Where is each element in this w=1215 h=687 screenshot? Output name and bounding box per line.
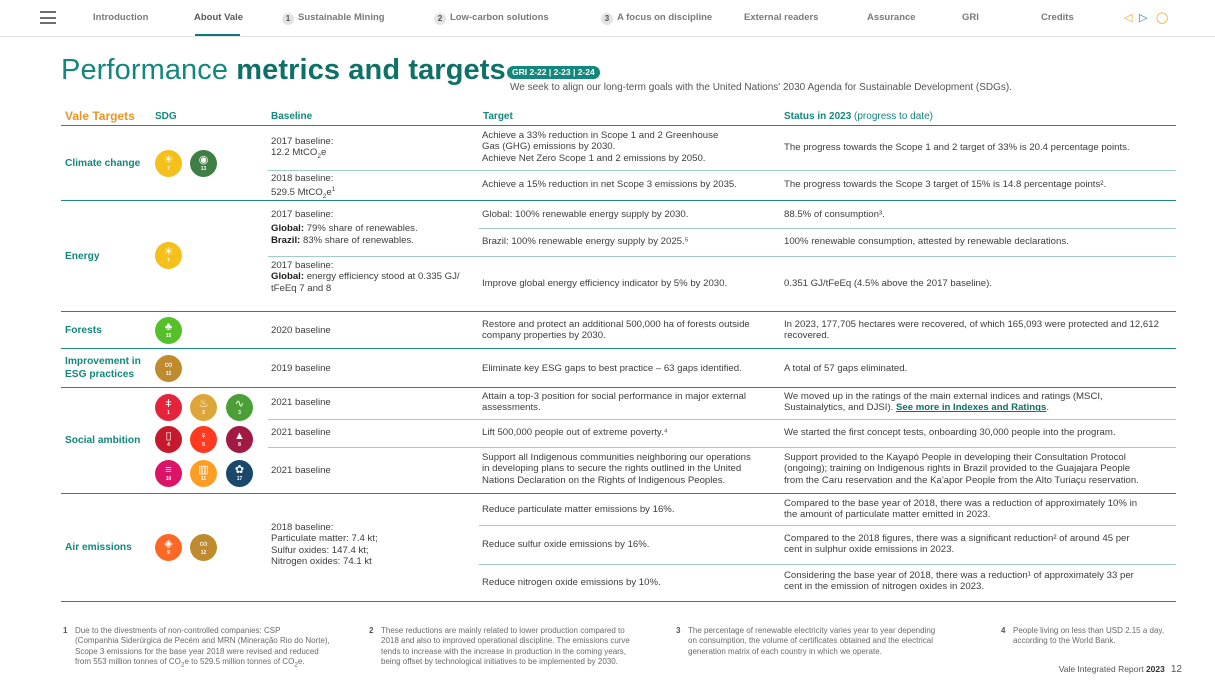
- table-bottom-rule: [61, 601, 1176, 602]
- footnote-line: (Companhia Siderúrgica de Pecém and MRN (Mineração Rio do Norte),: [75, 636, 330, 646]
- sdg-glyph: ▲: [234, 430, 245, 442]
- cell-key: Global:: [271, 223, 305, 235]
- sdg-glyph: ◈: [164, 538, 173, 550]
- cell-line: Considering the base year of 2018, there was a reduction¹ of approximately 33 per: [784, 570, 1134, 581]
- row-divider: [479, 228, 1176, 229]
- page-number: 12: [1170, 664, 1182, 675]
- sdg-2-icon: [190, 394, 217, 421]
- category-energy: Energy: [65, 251, 100, 262]
- target-cell: Reduce nitrogen oxide emissions by 10%.: [482, 577, 661, 588]
- cell-line: recovered.: [784, 330, 830, 342]
- nav-label: Low-carbon solutions: [450, 12, 549, 23]
- sdg-glyph: ▯: [165, 430, 172, 442]
- cell-line: [784, 402, 1103, 413]
- cell-line: [271, 184, 335, 203]
- cell-key: Brazil:: [271, 234, 301, 246]
- row-divider: [479, 525, 1176, 526]
- footnote-line: tends to increase with the increase in production in the coming years,: [381, 646, 627, 656]
- baseline-cell: 2021 baseline: [271, 397, 331, 408]
- cell-line: Restore and protect an additional 500,000 ha of forests outside: [482, 319, 750, 330]
- cell-line: [271, 235, 418, 246]
- subscript: 2: [317, 153, 322, 161]
- baseline-cell: [271, 260, 460, 294]
- cell-line: Support all Indigenous communities neighboring our operations: [482, 452, 751, 463]
- nav-label: About Vale: [194, 12, 244, 23]
- subscript: 2: [322, 193, 327, 201]
- nav-sustainable-mining[interactable]: [282, 12, 385, 25]
- sdg-number: 10: [165, 476, 172, 482]
- cell-text: e: [321, 147, 327, 159]
- sdg-number: 15: [165, 333, 172, 339]
- cell-text: energy efficiency stood at 0.335 GJ/: [304, 271, 460, 283]
- target-cell: [482, 319, 750, 342]
- target-cell: [482, 391, 746, 414]
- sdg-number: 3: [238, 410, 241, 416]
- nav-label: GRI: [962, 12, 979, 23]
- target-cell: Global: 100% renewable energy supply by 2030.: [482, 209, 689, 220]
- superscript: 1: [331, 186, 336, 194]
- cell-key: Global:: [271, 271, 305, 283]
- section-rule: [61, 348, 1176, 349]
- sdg-number: 12: [200, 550, 207, 556]
- cell-text: Sustainalytics, and DJSI).: [784, 402, 896, 414]
- sdg-number: 8: [238, 442, 241, 448]
- footnote-4: [1001, 626, 1165, 647]
- row-divider: [268, 419, 1176, 420]
- sdg-glyph: ∿: [234, 398, 245, 410]
- sdg-glyph: ≡: [165, 464, 172, 476]
- nav-number-badge: 1: [282, 13, 294, 25]
- footnote-line: according to the World Bank.: [1013, 636, 1116, 646]
- column-header-sdg: SDG: [155, 111, 177, 122]
- sdg-glyph: ◉: [198, 154, 209, 166]
- baseline-cell: 2021 baseline: [271, 427, 331, 438]
- indexes-ratings-link[interactable]: See more in Indexes and Ratings: [895, 402, 1047, 414]
- status-cell: [784, 533, 1130, 556]
- sdg-number: 2: [202, 410, 205, 416]
- section-rule: [61, 311, 1176, 312]
- nav-label: Assurance: [867, 12, 916, 23]
- title-light: Performance: [61, 54, 237, 86]
- sdg-12-air-icon: [190, 534, 217, 561]
- cell-line: Support provided to the Kayapó People in developing their Consultation Protocol: [784, 452, 1126, 463]
- baseline-cell: 2020 baseline: [271, 325, 331, 336]
- report-footer: [1059, 664, 1182, 675]
- cell-line: the amount of particulate matter emitted in 2023.: [784, 509, 991, 521]
- sdg-7-energy-icon: [155, 242, 182, 269]
- header-rule: [61, 125, 1176, 126]
- sdg-glyph: ✿: [234, 464, 245, 476]
- nav-external-readers[interactable]: [744, 12, 818, 23]
- cell-text: e: [326, 187, 332, 199]
- category-line: ESG practices: [65, 368, 135, 380]
- cell-line: tFeEq 7 and 8: [271, 282, 332, 294]
- status-cell: [784, 319, 1159, 342]
- nav-label: A focus on discipline: [617, 12, 713, 23]
- cell-line: in developing plans to secure the rights outlined in the United: [482, 463, 742, 475]
- footnote-number: 4: [1001, 626, 1006, 635]
- nav-label: Credits: [1041, 12, 1074, 23]
- footnote-3: [676, 626, 936, 657]
- cell-text: 83% share of renewables.: [300, 234, 414, 246]
- category-forests: Forests: [65, 325, 102, 336]
- sdg-number: 11: [200, 476, 207, 482]
- cell-line: Attain a top-3 position for social performance in major external: [482, 391, 746, 402]
- nav-gri[interactable]: [962, 12, 979, 23]
- footnote-number: 2: [369, 626, 374, 635]
- cell-line: [271, 223, 418, 234]
- column-header-target: Target: [483, 111, 513, 122]
- subscript: 2: [180, 661, 185, 669]
- row-divider: [479, 564, 1176, 565]
- sdg-glyph: ☀: [163, 154, 174, 166]
- target-cell: [482, 452, 751, 486]
- nav-number-badge: 2: [434, 13, 446, 25]
- status-cell: [784, 391, 1103, 414]
- cell-line: from the Caru reservation and the Ka'apor People from the Alto Turiaçu reservation.: [784, 474, 1139, 486]
- footnote-number: 1: [63, 626, 68, 635]
- sdg-glyph: ☀: [163, 246, 174, 258]
- category-esg-practices: [65, 356, 141, 381]
- footnote-number: 3: [676, 626, 681, 635]
- status-cell: 88.5% of consumption³.: [784, 209, 885, 220]
- sdg-number: 7: [167, 166, 170, 172]
- footnote-line: The percentage of renewable electricity varies year to year depending: [688, 626, 936, 635]
- section-rule: [61, 387, 1176, 388]
- nav-low-carbon-solutions[interactable]: [434, 12, 549, 25]
- row-divider: [268, 447, 1176, 448]
- sdg-15-icon: [155, 317, 182, 344]
- footnote-line: being offset by technological initiatives to be implemented by 2030.: [381, 656, 618, 666]
- status-cell: The progress towards the Scope 1 and 2 target of 33% is 20.4 percentage points.: [784, 142, 1130, 153]
- cell-line: cent in the emission of nitrogen oxides in 2023.: [784, 581, 984, 593]
- status-cell: A total of 57 gaps eliminated.: [784, 363, 908, 374]
- cell-line: company properties by 2030.: [482, 330, 606, 342]
- cell-line: (ongoing); training on Indigenous rights in Brazil provided to the Guajajara People: [784, 463, 1131, 475]
- target-cell: Reduce particulate matter emissions by 16%.: [482, 504, 675, 515]
- nav-introduction[interactable]: [93, 12, 148, 23]
- header-status-sub: (progress to date): [851, 111, 933, 122]
- sdg-number: 5: [202, 442, 205, 448]
- nav-focus-on-discipline[interactable]: [601, 12, 712, 25]
- header-targets: Targets: [89, 109, 135, 123]
- nav-credits[interactable]: [1041, 12, 1074, 23]
- cell-line: Particulate matter: 7.4 kt;: [271, 533, 378, 545]
- section-rule: [61, 200, 1176, 201]
- baseline-cell: [271, 209, 418, 246]
- footnote-line: generation matrix of each country in which we operate.: [688, 646, 882, 656]
- sdg-8-icon: [226, 426, 253, 453]
- target-cell: Improve global energy efficiency indicator by 5% by 2030.: [482, 278, 728, 289]
- target-cell: Eliminate key ESG gaps to best practice – 63 gaps identified.: [482, 363, 742, 374]
- sdg-number: 9: [167, 550, 170, 556]
- home-icon[interactable]: ◯: [1156, 12, 1169, 24]
- header-status: Status in 2023: [784, 111, 852, 122]
- sdg-glyph: ▥: [198, 464, 209, 476]
- column-header-baseline: Baseline: [271, 111, 313, 122]
- target-cell: [482, 130, 718, 164]
- cell-line: [271, 147, 333, 162]
- target-cell: Lift 500,000 people out of extreme poverty.⁴: [482, 427, 668, 438]
- sdg-10-icon: [155, 460, 182, 487]
- row-divider: [268, 170, 1176, 171]
- footnote-line: 2018 and also to improved operational discipline. The emissions curve: [381, 636, 630, 646]
- footnote-line: People living on less than USD 2.15 a day,: [1013, 626, 1165, 635]
- page-subtitle: We seek to align our long-term goals with the United Nations' 2030 Agenda for Sustainable Development (SDGs).: [510, 82, 1012, 93]
- baseline-cell: 2019 baseline: [271, 363, 331, 374]
- cell-line: Achieve Net Zero Scope 1 and 2 emissions by 2050.: [482, 152, 706, 164]
- nav-about-vale[interactable]: [194, 12, 243, 23]
- cell-line: 2017 baseline:: [271, 136, 334, 147]
- sdg-11-icon: [190, 460, 217, 487]
- sdg-13-icon: [190, 150, 217, 177]
- baseline-cell: 2021 baseline: [271, 465, 331, 476]
- cell-text: 79% share of renewables.: [304, 223, 418, 235]
- subscript: 2: [294, 661, 298, 669]
- category-climate-change: Climate change: [65, 158, 141, 169]
- sdg-number: 17: [236, 476, 243, 482]
- gri-badge: GRI 2-22 | 2-23 | 2-24: [507, 66, 600, 79]
- sdg-7-icon: [155, 150, 182, 177]
- sdg-5-icon: [190, 426, 217, 453]
- cell-line: cent in sulphur oxide emissions in 2023.: [784, 544, 955, 556]
- footnote-text: e.: [297, 656, 305, 666]
- cell-line: Achieve a 33% reduction in Scope 1 and 2 Greenhouse: [482, 130, 719, 141]
- sdg-number: 12: [165, 371, 172, 377]
- sdg-number: 1: [167, 410, 170, 416]
- footnote-1: [63, 626, 330, 671]
- row-divider: [268, 256, 1176, 257]
- sdg-17-icon: [226, 460, 253, 487]
- cell-line: Nations Declaration on the Rights of Indigenous Peoples.: [482, 474, 726, 486]
- column-header-status: [784, 111, 933, 122]
- target-cell: Reduce sulfur oxide emissions by 16%.: [482, 539, 650, 550]
- status-cell: The progress towards the Scope 3 target of 15% is 14.8 percentage points².: [784, 179, 1107, 190]
- footnote-line: Due to the divestments of non-controlled companies: CSP: [75, 626, 281, 635]
- baseline-cell: [271, 522, 378, 568]
- status-cell: 100% renewable consumption, attested by renewable declarations.: [784, 236, 1069, 247]
- footnote-line: These reductions are mainly related to lower production compared to: [381, 626, 625, 635]
- cell-line: Compared to the base year of 2018, there was a reduction of approximately 10% in: [784, 498, 1138, 509]
- nav-number-badge: 3: [601, 13, 613, 25]
- baseline-cell: [271, 136, 333, 163]
- sdg-12-icon: [155, 355, 182, 382]
- footnote-line: [75, 657, 330, 671]
- cell-line: Compared to the 2018 figures, there was a significant reduction² of around 45 per: [784, 533, 1130, 544]
- baseline-cell: [271, 173, 335, 203]
- report-year: 2023: [1145, 664, 1165, 674]
- page-title: [61, 54, 506, 87]
- status-cell: [784, 498, 1137, 521]
- sdg-glyph: ∞: [164, 359, 173, 371]
- column-header-vale-targets: [65, 109, 135, 123]
- cell-line: Nitrogen oxides: 74.1 kt: [271, 556, 372, 568]
- sdg-number: 7: [167, 258, 170, 264]
- cell-line: Sulfur oxides: 147.4 kt;: [271, 544, 369, 556]
- header-vale: Vale: [65, 109, 90, 123]
- sdg-9-icon: [155, 534, 182, 561]
- hamburger-menu-icon[interactable]: [40, 11, 56, 24]
- sdg-number: 13: [200, 166, 207, 172]
- status-cell: We started the first concept tests, onboarding 30,000 people into the program.: [784, 427, 1116, 438]
- sdg-number: 4: [167, 442, 170, 448]
- sdg-glyph: ♀: [199, 430, 208, 442]
- nav-assurance[interactable]: [867, 12, 916, 23]
- cell-line: We moved up in the ratings of the main external indices and ratings (MSCI,: [784, 391, 1103, 402]
- cell-line: assessments.: [482, 402, 541, 414]
- status-cell: 0.351 GJ/tFeEq (4.5% above the 2017 baseline).: [784, 278, 992, 289]
- status-cell: [784, 452, 1139, 486]
- footnote-line: Scope 3 emissions for the base year 2018 were revised and reduced: [75, 646, 319, 656]
- cell-line: 2018 baseline:: [271, 522, 334, 533]
- top-navigation: [0, 0, 1215, 37]
- target-cell: Achieve a 15% reduction in net Scope 3 emissions by 2035.: [482, 179, 737, 190]
- nav-label: Introduction: [93, 12, 149, 23]
- footnote-text: e to 529.5 million tonnes of CO: [184, 656, 295, 666]
- sdg-glyph: ǂ: [165, 398, 172, 410]
- sdg-4-icon: [155, 426, 182, 453]
- target-cell: Brazil: 100% renewable energy supply by 2025.⁵: [482, 236, 689, 247]
- nav-label: External readers: [744, 12, 819, 23]
- category-line: Improvement in: [65, 356, 141, 367]
- nav-label: Sustainable Mining: [298, 12, 385, 23]
- sdg-1-icon: [155, 394, 182, 421]
- previous-page-icon[interactable]: ◁: [1124, 12, 1133, 24]
- cell-line: In 2023, 177,705 hectares were recovered, of which 165,093 were protected and 12,612: [784, 319, 1159, 330]
- cell-line: [271, 271, 460, 282]
- footnote-line: on consumption, the volume of certificates obtained and the electrical: [688, 636, 934, 646]
- report-name: Vale Integrated Report: [1058, 664, 1146, 674]
- cell-line: Gas (GHG) emissions by 2030.: [482, 141, 616, 153]
- cell-text: 529.5 MtCO: [271, 187, 323, 199]
- cell-line: 2018 baseline:: [271, 173, 334, 184]
- category-air-emissions: Air emissions: [65, 542, 132, 553]
- cell-line: 2017 baseline:: [271, 260, 334, 271]
- category-social-ambition: Social ambition: [65, 435, 141, 446]
- title-bold: metrics and targets: [236, 54, 506, 86]
- sdg-glyph: ♨: [198, 398, 209, 410]
- sdg-3-icon: [226, 394, 253, 421]
- cell-line: 2017 baseline:: [271, 209, 334, 220]
- active-tab-indicator: [195, 34, 240, 36]
- sdg-glyph: ♣: [164, 321, 173, 333]
- next-page-icon[interactable]: ▷: [1139, 12, 1148, 24]
- section-rule: [61, 493, 1176, 494]
- sdg-glyph: ∞: [199, 538, 208, 550]
- cell-text: .: [1046, 402, 1050, 414]
- footnote-text: from 553 million tonnes of CO: [75, 656, 181, 666]
- footnote-2: [369, 626, 630, 667]
- status-cell: [784, 570, 1134, 593]
- cell-text: 12.2 MtCO: [271, 147, 318, 159]
